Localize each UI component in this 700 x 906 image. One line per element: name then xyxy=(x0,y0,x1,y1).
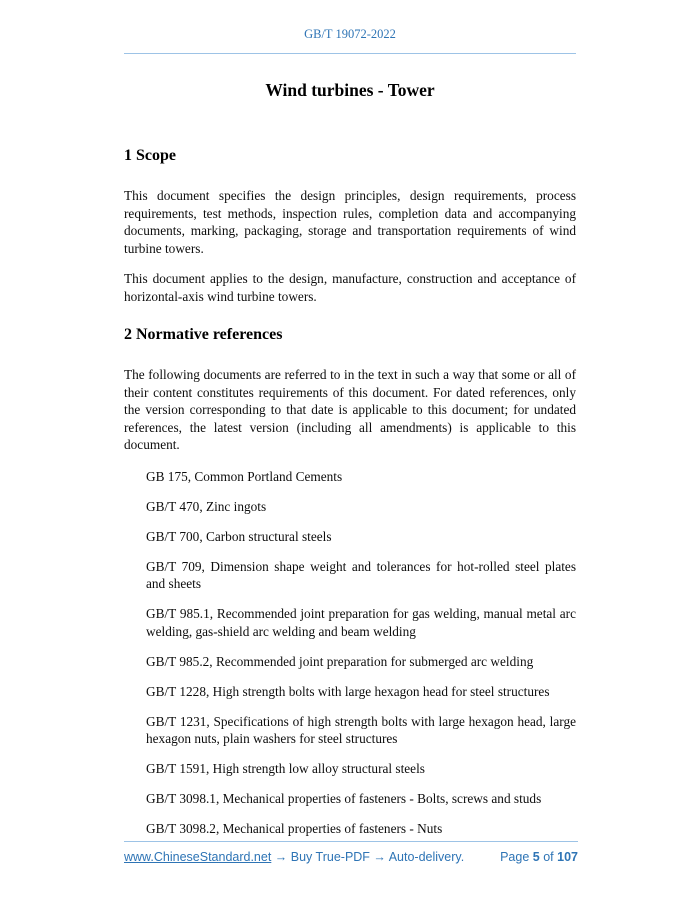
reference-item: GB/T 1591, High strength low alloy structural steels xyxy=(146,761,425,777)
reference-item: GB/T 985.2, Recommended joint preparation for submerged arc welding xyxy=(146,653,534,669)
page-footer xyxy=(124,841,578,864)
references-list xyxy=(124,468,576,838)
page-indicator xyxy=(500,850,578,864)
section-heading-scope: 1 Scope xyxy=(124,147,176,164)
scope-paragraph-1: This document specifies the design principles, design requirements, process requirements, test methods, inspection rules, completion data and accompanying documents, marking, packaging, storage and transportation requirements of wind turbine towers. xyxy=(124,188,576,256)
reference-item: GB/T 700, Carbon structural steels xyxy=(146,528,332,544)
normative-references-paragraph: The following documents are referred to in the text in such a way that some or all of their content constitutes requirements of this document. For dated references, only the version corresponding to that date is applicable to this document; for undated references, the latest version (including all amendments) is applicable to this document. xyxy=(124,367,576,453)
page-current: 5 xyxy=(532,850,540,864)
header-doc-number: GB/T 19072-2022 xyxy=(304,27,396,41)
page-label: Page xyxy=(500,850,530,864)
chinesestandard-link[interactable]: www.ChineseStandard.net xyxy=(124,850,272,864)
footer-divider xyxy=(124,841,578,842)
reference-item: GB/T 3098.1, Mechanical properties of fasteners - Bolts, screws and studs xyxy=(146,791,542,807)
reference-item: GB 175, Common Portland Cements xyxy=(146,468,343,484)
section-heading-normative-references: 2 Normative references xyxy=(124,326,283,344)
reference-item: GB/T 985.1, Recommended joint preparation for gas welding, manual metal arc welding, gas-shield arc welding and beam welding xyxy=(146,606,576,639)
reference-item: GB/T 709, Dimension shape weight and tolerances for hot-rolled steel plates and sheets xyxy=(146,558,576,592)
reference-item: GB/T 470, Zinc ingots xyxy=(146,498,267,514)
reference-item: GB/T 1231, Specifications of high strength bolts with large hexagon head, large hexagon nuts, plain washers for steel structures xyxy=(146,713,576,747)
reference-item: GB/T 1228, High strength bolts with large hexagon head for steel structures xyxy=(146,683,550,699)
page-total: 107 xyxy=(557,850,578,864)
footer-left xyxy=(124,850,464,864)
document-title: Wind turbines - Tower xyxy=(265,80,435,100)
page-of-label: of xyxy=(543,850,554,864)
reference-item: GB/T 3098.2, Mechanical properties of fasteners - Nuts xyxy=(146,821,443,837)
footer-row xyxy=(124,850,578,864)
header-divider xyxy=(124,53,576,54)
scope-paragraph-2: This document applies to the design, manufacture, construction and acceptance of horizontal-axis wind turbine towers. xyxy=(124,271,576,304)
footer-tagline: → Buy True-PDF → Auto-delivery. xyxy=(271,850,465,864)
